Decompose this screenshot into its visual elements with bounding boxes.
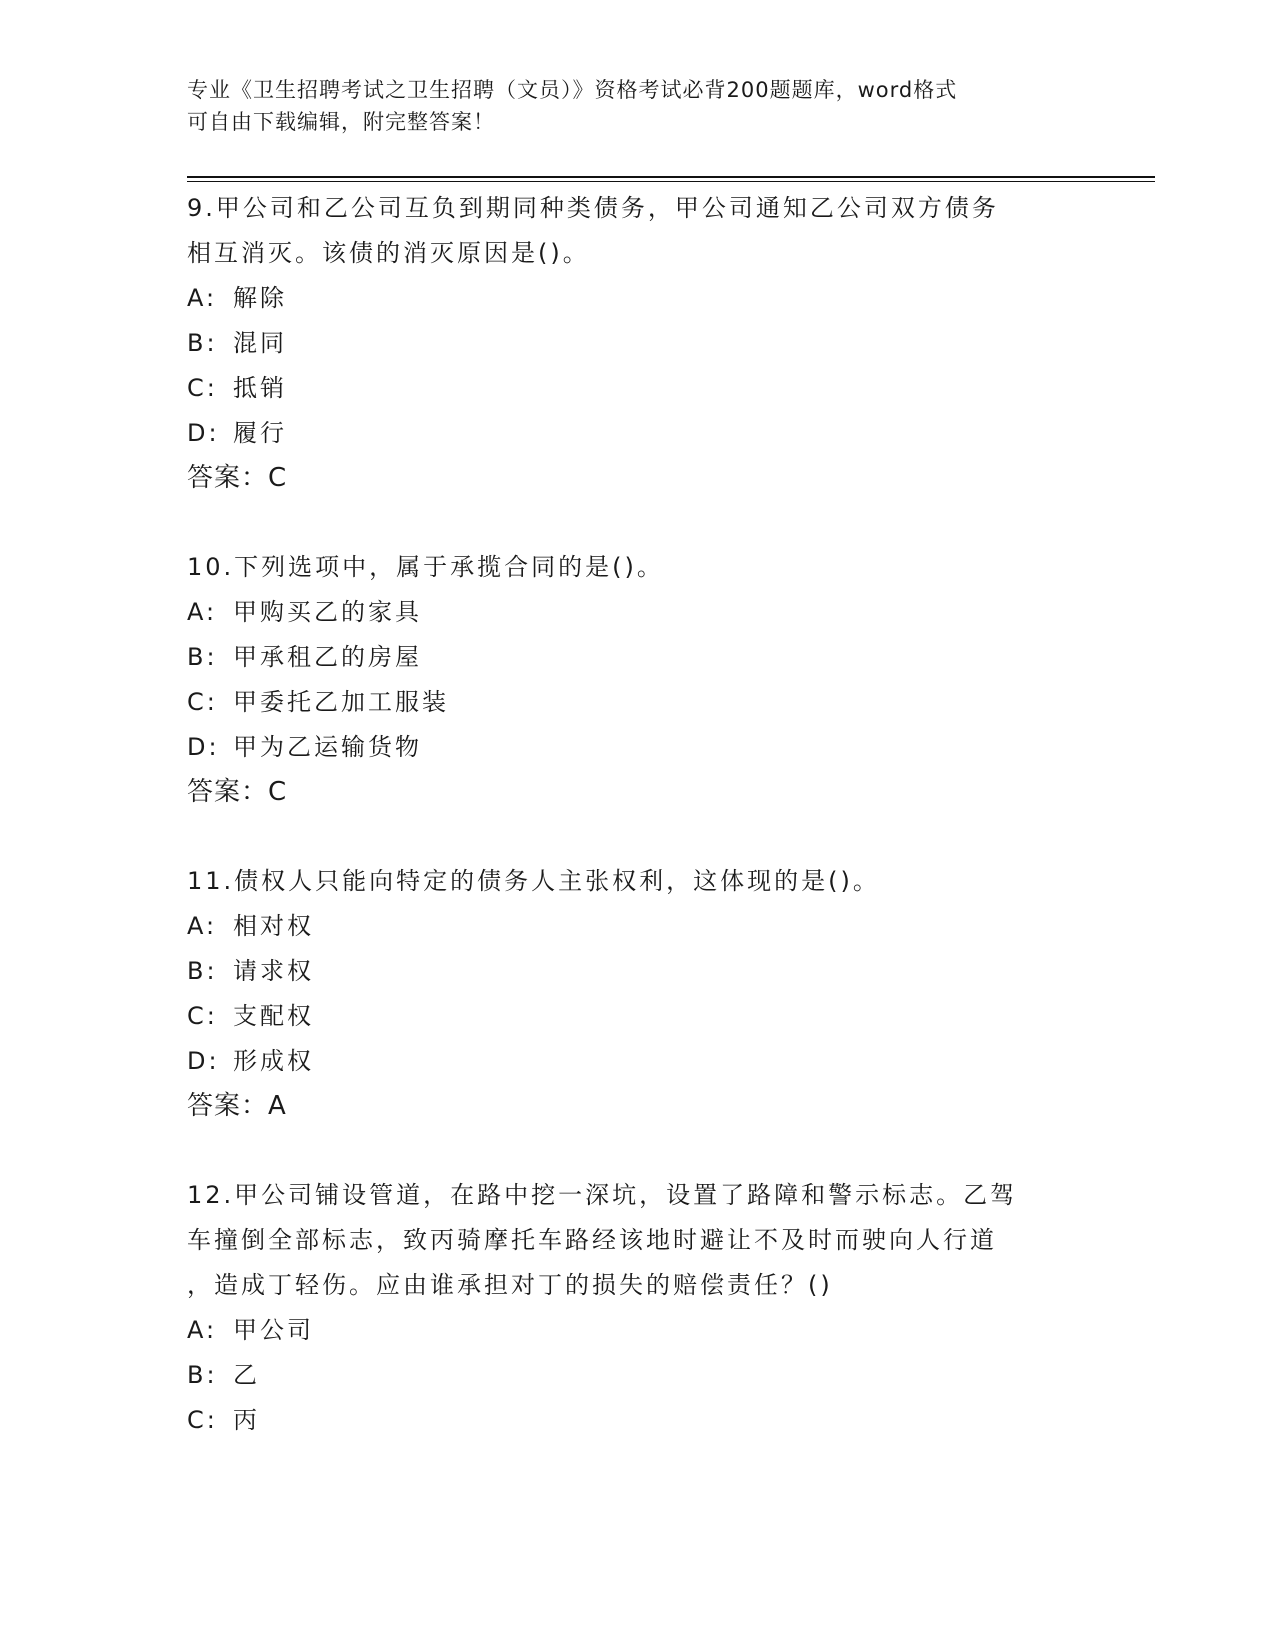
option-letter: D: xyxy=(187,1047,220,1075)
option-text: 支配权 xyxy=(233,1002,314,1030)
question-text-line: 12.甲公司铺设管道，在路中挖一深坑，设置了路障和警示标志。乙驾 xyxy=(187,1181,1018,1209)
option-letter: B: xyxy=(187,643,218,671)
option-text: 甲公司 xyxy=(233,1316,314,1344)
header-divider-bottom xyxy=(187,181,1155,182)
answer-option xyxy=(187,590,1087,635)
question-text-line: 11.债权人只能向特定的债务人主张权利，这体现的是()。 xyxy=(187,867,880,895)
question-block xyxy=(187,545,1087,815)
answer-key: 答案：C xyxy=(187,463,288,493)
option-letter: B: xyxy=(187,329,218,357)
answer-option xyxy=(187,635,1087,680)
header-title-line-2: 可自由下载编辑，附完整答案！ xyxy=(187,110,495,134)
answer-option xyxy=(187,725,1087,770)
answer-key: 答案：A xyxy=(187,1091,287,1121)
option-letter: A: xyxy=(187,598,218,626)
answer-option xyxy=(187,949,1087,994)
option-text: 甲承租乙的房屋 xyxy=(233,643,422,671)
answer-option xyxy=(187,1039,1087,1084)
answer-key: 答案：C xyxy=(187,777,288,807)
option-letter: D: xyxy=(187,733,220,761)
answer-option xyxy=(187,276,1087,321)
question-text-line: 车撞倒全部标志，致丙骑摩托车路经该地时避让不及时而驶向人行道 xyxy=(187,1226,997,1254)
question-text-line: ，造成丁轻伤。应由谁承担对丁的损失的赔偿责任？() xyxy=(187,1271,833,1299)
answer-option xyxy=(187,1353,1087,1398)
question-text-line: 10.下列选项中，属于承揽合同的是()。 xyxy=(187,553,664,581)
answer-option xyxy=(187,904,1087,949)
option-letter: A: xyxy=(187,284,218,312)
answer-option xyxy=(187,1308,1087,1353)
option-letter: A: xyxy=(187,912,218,940)
question-list xyxy=(187,186,1087,1487)
answer-option xyxy=(187,680,1087,725)
option-text: 解除 xyxy=(233,284,287,312)
option-letter: C: xyxy=(187,1406,218,1434)
answer-option xyxy=(187,994,1087,1039)
header-divider-top xyxy=(187,176,1155,178)
question-text xyxy=(187,545,1087,590)
answer-option xyxy=(187,366,1087,411)
question-block xyxy=(187,186,1087,501)
answer-option xyxy=(187,411,1087,456)
option-letter: C: xyxy=(187,374,218,402)
question-text xyxy=(187,1173,1087,1308)
option-text: 甲委托乙加工服装 xyxy=(233,688,449,716)
option-text: 相对权 xyxy=(233,912,314,940)
option-text: 抵销 xyxy=(233,374,287,402)
question-text xyxy=(187,186,1087,276)
question-text-line: 相互消灭。该债的消灭原因是()。 xyxy=(187,239,590,267)
option-letter: B: xyxy=(187,957,218,985)
option-text: 甲为乙运输货物 xyxy=(233,733,422,761)
document-header xyxy=(187,74,1067,138)
option-letter: D: xyxy=(187,419,220,447)
option-text: 甲购买乙的家具 xyxy=(233,598,422,626)
option-letter: C: xyxy=(187,688,218,716)
option-text: 履行 xyxy=(233,419,287,447)
option-letter: C: xyxy=(187,1002,218,1030)
option-text: 乙 xyxy=(233,1361,260,1389)
question-block xyxy=(187,859,1087,1129)
header-title-line-1: 专业《卫生招聘考试之卫生招聘（文员）》资格考试必背200题题库，word格式 xyxy=(187,78,958,102)
option-text: 请求权 xyxy=(233,957,314,985)
option-text: 形成权 xyxy=(233,1047,314,1075)
option-text: 混同 xyxy=(233,329,287,357)
question-block xyxy=(187,1173,1087,1443)
question-text xyxy=(187,859,1087,904)
option-letter: B: xyxy=(187,1361,218,1389)
question-text-line: 9.甲公司和乙公司互负到期同种类债务，甲公司通知乙公司双方债务 xyxy=(187,194,999,222)
option-letter: A: xyxy=(187,1316,218,1344)
answer-option xyxy=(187,1398,1087,1443)
answer-option xyxy=(187,321,1087,366)
option-text: 丙 xyxy=(233,1406,260,1434)
